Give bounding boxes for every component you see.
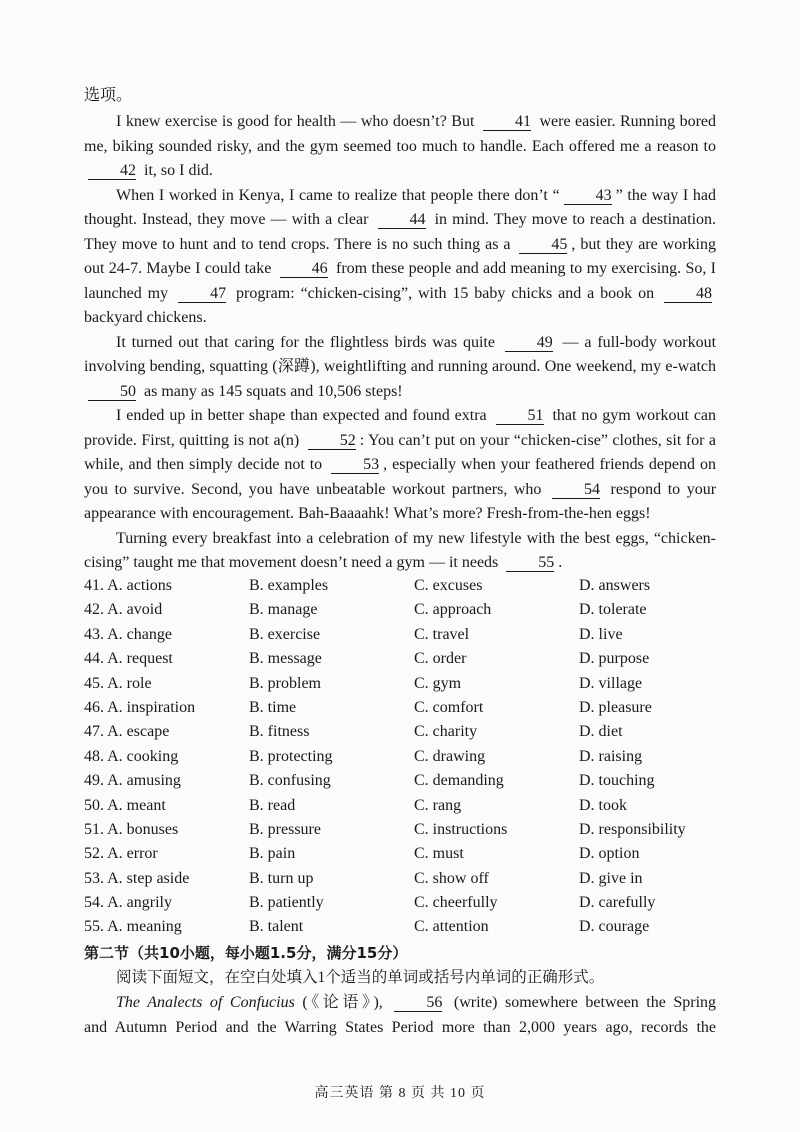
option-b: B. problem [249,674,321,692]
option-row [84,842,724,866]
section-2-line-2: and Autumn Period and the Warring States Period more than 2,000 years ago, records the [84,1019,716,1036]
option-c: C. order [414,650,467,668]
section-2-line-1: The Analects of Confucius (《论语》), 56 (write) somewhere between the Spring [116,994,717,1011]
paragraph-1: I knew exercise is good for health — who doesn’t? But 41 were easier. Running bored me, biking sounded risky, and the gym seemed too much to handle. Each offered me a reason to 42 it, so I did. [84,113,717,179]
option-a: 53. A. step aside [84,869,190,887]
cloze-passage [84,110,716,576]
option-row [84,745,724,769]
option-c: C. approach [414,601,492,619]
option-c: C. rang [414,796,462,814]
option-a: 43. A. change [84,625,172,643]
blank-41: 41 [483,113,531,131]
option-b: B. pressure [249,820,321,838]
option-d: D. raising [579,747,643,765]
option-row [84,720,724,744]
option-row [84,915,724,939]
option-c: C. charity [414,723,478,741]
option-b: B. examples [249,577,329,594]
option-row [84,867,724,891]
blank-48: 48 [664,285,712,303]
option-row [84,598,724,622]
option-c: C. excuses [414,577,483,594]
option-d: D. took [579,796,627,814]
option-b: B. exercise [249,625,321,643]
blank-42: 42 [88,162,136,180]
option-b: B. time [249,698,297,716]
paragraph-3: It turned out that caring for the flightless birds was quite 49 — a full-body workout involving bending, squatting (深蹲), weightlifting and running around. One weekend, my e-watch 50 as many as 145 squats and 10,506 steps! [84,333,717,400]
option-row [84,794,724,818]
book-title: The Analects of Confucius [116,994,295,1011]
blank-46: 46 [280,260,328,278]
blank-45: 45 [519,236,567,254]
section-2-title: 第二节（共10小题，每小题1.5分，满分15分） [84,944,408,962]
option-c: C. demanding [414,772,504,790]
option-d: D. option [579,845,640,863]
option-row [84,672,724,696]
option-a: 41. A. actions [84,577,172,594]
option-row [84,769,724,793]
blank-50: 50 [88,383,136,401]
lead-text: 选项。 [84,87,133,104]
option-b: B. confusing [249,772,331,790]
option-d: D. tolerate [579,601,647,619]
blank-53: 53 [331,456,379,474]
page-footer: 高三英语 第 8 页 共 10 页 [314,1086,486,1101]
option-d: D. village [579,674,643,692]
option-row [84,647,724,671]
option-a: 54. A. angrily [84,894,172,912]
blank-56: 56 [394,994,442,1012]
option-c: C. gym [414,674,462,692]
option-b: B. protecting [249,747,333,765]
option-a: 55. A. meaning [84,918,182,936]
blank-47: 47 [178,285,226,303]
option-row [84,623,724,647]
option-c: C. cheerfully [414,894,498,912]
option-row [84,891,724,915]
option-b: B. fitness [249,723,310,741]
option-c: C. attention [414,918,489,936]
option-d: D. responsibility [579,820,686,838]
blank-54: 54 [552,481,600,499]
section-2-instruction: 阅读下面短文，在空白处填入1个适当的单词或括号内单词的正确形式。 [116,969,605,986]
option-a: 45. A. role [84,674,152,692]
option-b: B. manage [249,601,318,619]
option-d: D. give in [579,869,643,887]
option-c: C. comfort [414,698,484,716]
paragraph-5: Turning every breakfast into a celebration of my new lifestyle with the best eggs, “chicken-cising” taught me that movement doesn’t need a gym — it needs 55 . [84,529,716,571]
option-a: 46. A. inspiration [84,698,196,716]
option-a: 50. A. meant [84,796,166,814]
option-c: C. show off [414,869,489,887]
option-d: D. touching [579,772,655,790]
blank-52: 52 [308,432,356,450]
option-a: 49. A. amusing [84,772,181,790]
blank-44: 44 [378,211,426,229]
option-b: B. patiently [249,894,324,912]
section-2-passage [84,990,716,1040]
option-d: D. courage [579,918,650,936]
option-b: B. talent [249,918,304,936]
option-d: D. live [579,625,623,643]
option-b: B. pain [249,845,296,863]
option-a: 51. A. bonuses [84,820,179,838]
option-c: C. must [414,845,464,863]
option-row [84,574,724,598]
paragraph-4: I ended up in better shape than expected and found extra 51 that no gym workout can provide. First, quitting is not a(n) 52 : You can’t put on your “chicken-cise” clothes, sit for a while, and then simply decide not to 53 , especially when your feathered friends depend on you to survive. Second, you have unbeatable workout partners, who 54 respond to your appearance with encouragement. Bah-Baaaahk! What’s more? Fresh-from-the-hen eggs! [84,407,717,522]
option-d: D. diet [579,723,623,741]
blank-51: 51 [496,407,544,425]
option-b: B. read [249,796,296,814]
option-a: 52. A. error [84,845,158,863]
blank-43: 43 [564,187,612,205]
option-d: D. purpose [579,650,650,668]
option-d: D. answers [579,577,651,594]
option-b: B. turn up [249,869,314,887]
paragraph-2: When I worked in Kenya, I came to realize that people there don’t “ 43 ” the way I had thought. Instead, they move — with a clear 44 in mind. They move to reach a destination. They move to hunt and to tend crops. There is no such thing as a 45 , but they are working out 24-7. Maybe I could take 46 from these people and add meaning to my exercising. So, I launched my 47 program: “chicken-cising”, with 15 baby chicks and a book on 48 backyard chickens. [84,186,717,326]
answer-options [84,574,724,940]
blank-55: 55 [506,554,554,572]
option-a: 47. A. escape [84,723,170,741]
option-d: D. pleasure [579,698,652,716]
option-c: C. drawing [414,747,486,765]
option-a: 44. A. request [84,650,173,668]
blank-49: 49 [505,334,553,352]
option-d: D. carefully [579,894,656,912]
option-b: B. message [249,650,322,668]
option-c: C. instructions [414,820,508,838]
option-row [84,696,724,720]
option-row [84,818,724,842]
option-c: C. travel [414,625,470,643]
option-a: 42. A. avoid [84,601,163,619]
option-a: 48. A. cooking [84,747,179,765]
